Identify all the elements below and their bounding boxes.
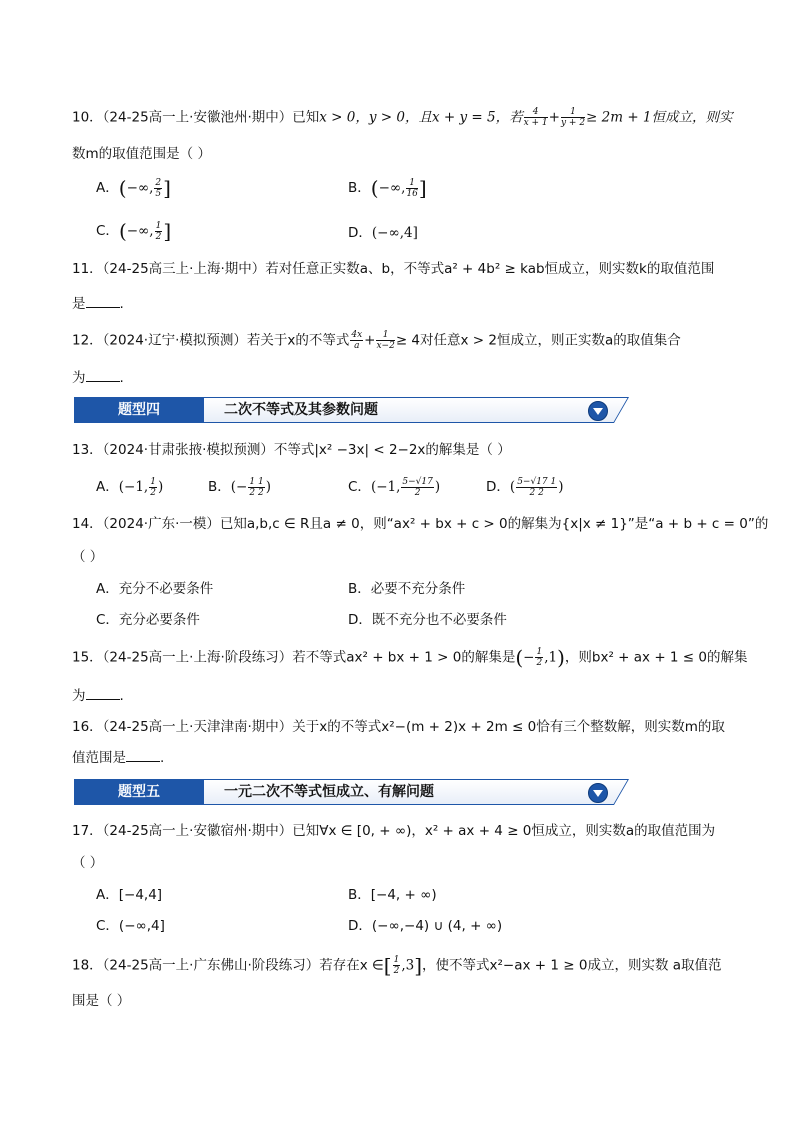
section-banner-5	[74, 779, 614, 805]
q15-line2: 为 .	[72, 685, 124, 706]
answer-blank[interactable]	[86, 367, 120, 382]
q13-option-a[interactable]: A．(−1, $\frac{1}{2}$ )	[96, 476, 164, 498]
section-title: 二次不等式及其参数问题	[224, 402, 378, 418]
q10-fraction-1: $\frac{4}{x + 1}$	[523, 107, 548, 128]
q14-option-d[interactable]: D．既不充分也不必要条件	[348, 612, 507, 628]
answer-blank[interactable]	[86, 293, 120, 308]
q10-line1: 10．（24-25高一上·安徽池州·期中）已知x > 0，y > 0，且x + y = 5，若 $\frac{4}{x + 1}$ + $\frac{1}{y + 2}$ ≥ 2m + 1恒成立，则实	[72, 107, 733, 128]
q10-fraction-2: $\frac{1}{y + 2}$	[560, 107, 586, 128]
section-banner-4	[74, 397, 614, 423]
q11-line1: 11．（24-25高三上·上海·期中）若对任意正实数a、b，不等式a² + 4b² ≥ kab恒成立，则实数k的取值范围	[72, 261, 715, 277]
q10-option-b[interactable]: B．(−∞, $\frac{1}{16}$ ]	[348, 176, 427, 200]
q10-option-a[interactable]: A．(−∞, $\frac{2}{5}$ ]	[96, 176, 171, 200]
q10-condition: x > 0，y > 0，且x + y = 5，若	[319, 109, 523, 126]
q14-line1: 14．（2024·广东·一模）已知a,b,c ∈ R且a ≠ 0，则“ax² + bx + c > 0的解集为{x|x ≠ 1}”是“a + b + c = 0”的	[72, 516, 769, 532]
answer-blank[interactable]	[126, 747, 160, 762]
q18-line1: 18．（24-25高一上·广东佛山·阶段练习）若存在x ∈[ $\frac{1}{2}$ ,3]，使不等式x²−ax + 1 ≥ 0成立，则实数 a取值范	[72, 953, 722, 978]
q17-option-d[interactable]: D．(−∞,−4) ∪ (4, + ∞)	[348, 918, 503, 934]
q16-line1: 16．（24-25高一上·天津津南·期中）关于x的不等式x²−(m + 2)x + 2m ≤ 0恰有三个整数解，则实数m的取	[72, 719, 725, 735]
q12-line2: 为 .	[72, 367, 124, 388]
q14-line2: （ ）	[72, 549, 104, 565]
q13-option-d[interactable]: D．( $\frac{5-√17 1}{2 2}$ )	[486, 476, 564, 498]
q15-line1: 15．（24-25高一上·上海·阶段练习）若不等式ax² + bx + 1 > 0的解集是(− $\frac{1}{2}$ ,1)，则bx² + ax + 1 ≤ 0的解集	[72, 645, 748, 670]
section-tag: 题型五	[74, 779, 204, 805]
section-title: 一元二次不等式恒成立、有解问题	[224, 784, 434, 800]
q17-line2: （ ）	[72, 855, 104, 871]
q14-option-a[interactable]: A．充分不必要条件	[96, 581, 214, 597]
q17-line1: 17．（24-25高一上·安徽宿州·期中）已知∀x ∈ [0, + ∞)，x² + ax + 4 ≥ 0恒成立，则实数a的取值范围为	[72, 823, 716, 839]
q10-option-d[interactable]: D．(−∞,4]	[348, 225, 418, 241]
q16-line2: 值范围是 .	[72, 747, 164, 768]
chevron-down-icon[interactable]	[588, 401, 608, 421]
chevron-down-icon[interactable]	[588, 783, 608, 803]
answer-blank[interactable]	[86, 685, 120, 700]
q18-line2: 围是（ ）	[72, 993, 131, 1009]
q10-line2: 数m的取值范围是（ ）	[72, 146, 211, 162]
q10-source: 10．（24-25高一上·安徽池州·期中）已知	[72, 109, 320, 126]
q11-line2: 是 .	[72, 293, 124, 314]
section-tag: 题型四	[74, 397, 204, 423]
q17-option-b[interactable]: B．[−4, + ∞)	[348, 887, 437, 903]
q10-option-c[interactable]: C．(−∞, $\frac{1}{2}$ ]	[96, 219, 172, 243]
q14-option-b[interactable]: B．必要不充分条件	[348, 581, 466, 597]
q10-rest: ≥ 2m + 1恒成立，则实	[586, 109, 733, 126]
q13-option-b[interactable]: B．(− $\frac{1 1}{2 2}$ )	[208, 476, 271, 498]
q17-option-a[interactable]: A．[−4,4]	[96, 887, 163, 903]
q14-option-c[interactable]: C．充分必要条件	[96, 612, 200, 628]
q13-option-c[interactable]: C．(−1, $\frac{5-√17}{2}$ )	[348, 476, 441, 498]
q13-line1: 13．（2024·甘肃张掖·模拟预测）不等式|x² −3x| < 2−2x的解集是（ ）	[72, 442, 511, 458]
q17-option-c[interactable]: C．(−∞,4]	[96, 918, 165, 934]
q12-line1: 12．（2024·辽宁·模拟预测）若关于x的不等式 $\frac{4x}{a}$ + $\frac{1}{x-2}$ ≥ 4对任意x > 2恒成立，则正实数a的取值集合	[72, 330, 681, 351]
